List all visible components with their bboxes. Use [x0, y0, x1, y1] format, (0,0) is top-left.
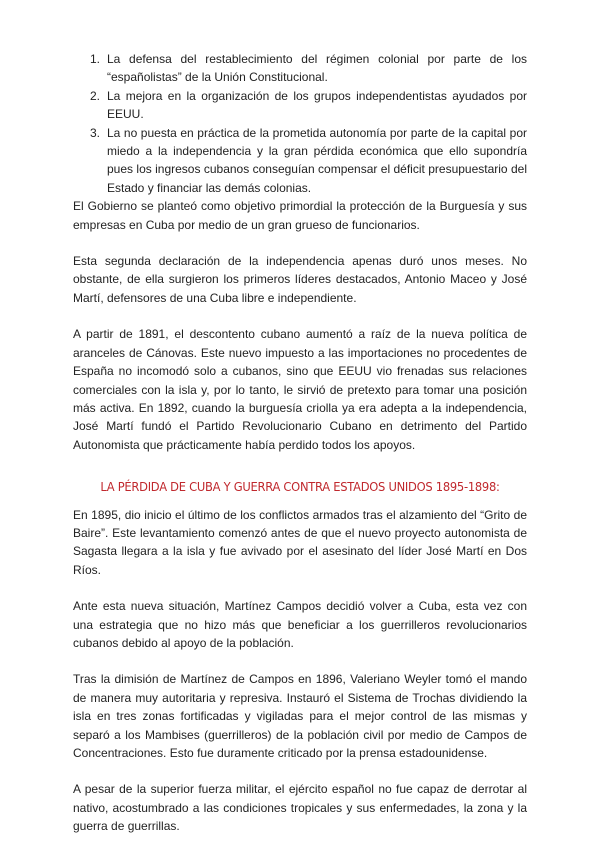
list-item	[90, 50, 527, 87]
section-title: LA PÉRDIDA DE CUBA Y GUERRA CONTRA ESTADOS UNIDOS 1895-1898:	[100, 479, 500, 495]
list-item-text: La no puesta en práctica de la prometida autonomía por parte de la capital por miedo a la independencia y la gran pérdida económica que ello supondría pues los ingresos cubanos conseguían compensar el déficit presupuestario del Estado y financiar las demás colonias.	[107, 125, 527, 195]
paragraph-weyler: Tras la dimisión de Martínez de Campos en 1896, Valeriano Weyler tomó el mando de manera muy autoritaria y represiva. Instauró el Sistema de Trochas dividiendo la isla en tres zonas fortificadas y vigiladas para el mejor control de las mismas y separó a los Mambises (guerrilleros) de la población civil por medio de Campos de Concentraciones. Esto fue duramente criticado por la prensa estadounidense.	[73, 672, 527, 760]
list-item-number: 1.	[90, 52, 101, 66]
paragraph-1895-grito-de-baire: En 1895, dio inicio el último de los conflictos armados tras el alzamiento del “Grito de Baire”. Este levantamiento comenzó antes de que el nuevo proyecto autonomista de Sagasta llegara a la isla y fue avivado por el asesinato del líder José Martí en Dos Ríos.	[73, 507, 527, 577]
list-item	[90, 124, 527, 198]
list-item-number: 3.	[90, 125, 101, 140]
paragraph-martinez-campos: Ante esta nueva situación, Martínez Campos decidió volver a Cuba, esta vez con una estrategia que no hizo más que beneficiar a los guerrilleros revolucionarios cubanos debido al apoyo de la población.	[73, 599, 527, 650]
paragraph-second-declaration: Esta segunda declaración de la independencia apenas duró unos meses. No obstante, de ella surgieron los primeros líderes destacados, Antonio Maceo y José Martí, defensores de una Cuba libre e independiente.	[73, 254, 527, 305]
list-item-text: La mejora en la organización de los grupos independentistas ayudados por EEUU.	[107, 88, 527, 122]
list-item-text: La defensa del restablecimiento del régimen colonial por parte de los “españolistas” de la Unión Constitucional.	[107, 52, 527, 85]
paragraph-1891-discontent: A partir de 1891, el descontento cubano aumentó a raíz de la nueva política de aranceles de Cánovas. Este nuevo impuesto a las importaciones no procedentes de España no incomodó solo a cubanos, sino que EEUU vio frenadas sus relaciones comerciales con la isla y, por lo tanto, le sirvió de pretexto para tomar una posición más activa. En 1892, cuando la burguesía criolla ya era adepta a la independencia, José Martí fundó el Partido Revolucionario Cubano en detrimento del Partido Autonomista que prácticamente había perdido todos los apoyos.	[73, 327, 527, 452]
paragraph-government-objective: El Gobierno se planteó como objetivo primordial la protección de la Burguesía y sus empresas en Cuba por medio de un gran grueso de funcionarios.	[73, 199, 527, 232]
paragraph-military-force: A pesar de la superior fuerza militar, el ejército español no fue capaz de derrotar al nativo, acostumbrado a las condiciones tropicales y sus enfermedades, la zona y la guerra de guerrillas.	[73, 782, 527, 834]
causes-list	[73, 50, 527, 197]
list-item	[90, 87, 527, 124]
list-item-number: 2.	[90, 88, 101, 103]
